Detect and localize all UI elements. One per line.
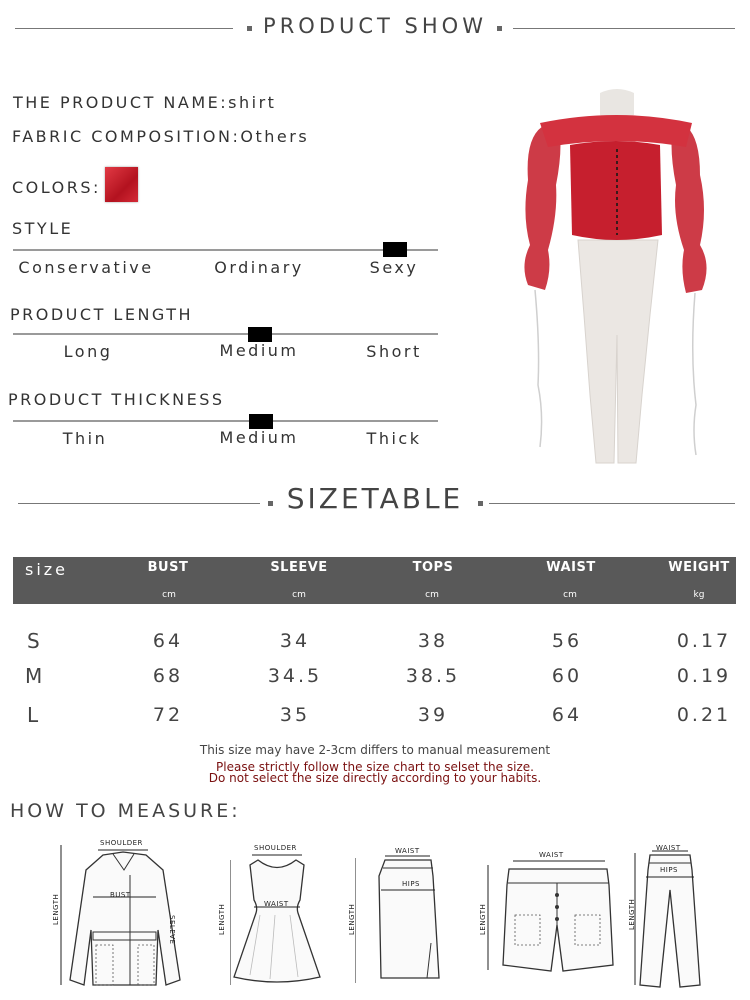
jacket-length-label: LENGTH (52, 893, 60, 925)
size-warning-2: Do not select the size directly according to your habits. (208, 771, 542, 785)
col-weight: WEIGHT (668, 560, 730, 575)
unit-weight: kg (693, 590, 705, 600)
shorts-length-label: LENGTH (479, 903, 487, 935)
jacket-shoulder-label: SHOULDER (100, 839, 143, 847)
thickness-scale-line (13, 420, 438, 422)
sleeve-right (672, 123, 707, 293)
dress-shoulder-label: SHOULDER (254, 844, 297, 852)
unit-tops: cm (425, 590, 439, 600)
table-cell: 72 (152, 704, 184, 726)
shorts-waist-label: WAIST (539, 851, 564, 859)
thickness-label-medium: Medium (219, 428, 299, 447)
size-warning-1: Please strictly follow the size chart to selset the size. (216, 760, 534, 774)
product-name: THE PRODUCT NAME:shirt (13, 93, 277, 112)
table-cell: 38 (417, 630, 449, 652)
pants-length-label: LENGTH (628, 898, 636, 930)
table-cell: 60 (551, 665, 583, 687)
style-scale-line (13, 249, 438, 251)
jacket-sleeve-label: SELEVE (168, 915, 176, 945)
drawstring-right (693, 293, 696, 455)
colors-label: COLORS: (12, 178, 101, 197)
thickness-label-thick: Thick (366, 429, 422, 448)
thickness-marker (249, 414, 273, 429)
style-label-sexy: Sexy (369, 258, 419, 277)
skirt-length-label: LENGTH (348, 903, 356, 935)
table-cell: 64 (551, 704, 583, 726)
length-label-medium: Medium (219, 341, 299, 360)
length-label-long: Long (63, 342, 113, 361)
product-photo (500, 85, 735, 470)
col-tops: TOPS (412, 560, 454, 575)
table-cell: 34.5 (267, 665, 323, 687)
table-cell: 35 (279, 704, 311, 726)
style-label-conservative: Conservative (18, 258, 154, 277)
skirt-diagram (355, 848, 450, 988)
col-bust: BUST (147, 560, 189, 575)
sizetable-title: SIZETABLE (286, 482, 464, 515)
fabric-composition: FABRIC COMPOSITION:Others (12, 127, 310, 146)
skirt-hips-label: HIPS (402, 880, 420, 888)
pants-waist-label: WAIST (656, 844, 681, 852)
table-cell: 38.5 (405, 665, 461, 687)
style-title: STYLE (12, 219, 74, 238)
col-waist: WAIST (546, 560, 596, 575)
unit-waist: cm (563, 590, 577, 600)
unit-bust: cm (162, 590, 176, 600)
style-label-ordinary: Ordinary (214, 258, 304, 277)
table-cell: 0.19 (676, 665, 732, 687)
table-cell: 39 (417, 704, 449, 726)
table-cell: 64 (152, 630, 184, 652)
table-cell: 68 (152, 665, 184, 687)
how-to-measure-title: HOW TO MEASURE: (10, 800, 241, 822)
header-square-right (497, 26, 502, 31)
unit-sleeve: cm (292, 590, 306, 600)
sizetable-square-right (478, 501, 483, 506)
row-size: L (27, 703, 39, 727)
jacket-bust-label: BUST (110, 891, 131, 899)
product-show-title: PRODUCT SHOW (263, 14, 487, 38)
length-title: PRODUCT LENGTH (10, 305, 194, 324)
color-swatch[interactable] (105, 167, 138, 202)
table-cell: 34 (279, 630, 311, 652)
size-column-header: size (25, 560, 69, 579)
size-table-header (13, 557, 736, 604)
sleeve-left (524, 125, 560, 290)
col-sleeve: SLEEVE (270, 560, 328, 575)
thickness-title: PRODUCT THICKNESS (8, 390, 225, 409)
thickness-label-thin: Thin (62, 429, 108, 448)
dress-waist-label: WAIST (264, 900, 289, 908)
drawstring-left (535, 290, 542, 447)
style-marker (383, 242, 407, 257)
table-cell: 0.17 (676, 630, 732, 652)
table-cell: 0.21 (676, 704, 732, 726)
table-cell: 56 (551, 630, 583, 652)
row-size: M (25, 664, 43, 688)
pants-hips-label: HIPS (660, 866, 678, 874)
dress-length-label: LENGTH (218, 903, 226, 935)
dress-diagram (230, 845, 330, 990)
mannequin-legs (578, 240, 658, 463)
sizetable-rule-right (489, 503, 735, 504)
shorts-diagram (485, 855, 615, 980)
size-note: This size may have 2-3cm differs to manual measurement (199, 743, 551, 757)
row-size: S (27, 629, 40, 653)
length-scale-line (13, 333, 438, 335)
length-label-short: Short (366, 342, 422, 361)
length-marker (248, 327, 272, 342)
skirt-waist-label: WAIST (395, 847, 420, 855)
header-rule-right (513, 28, 735, 29)
